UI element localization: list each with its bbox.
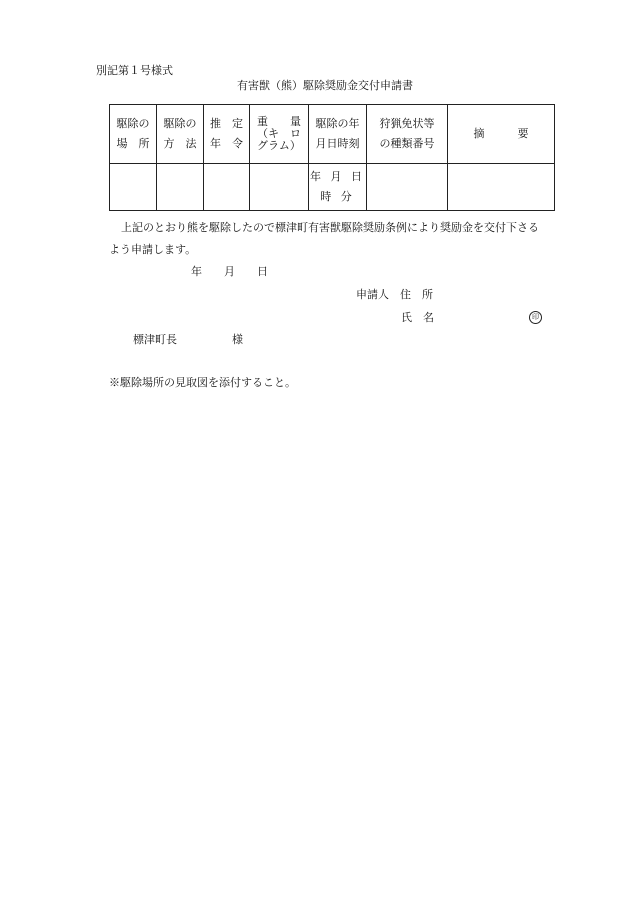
body-text-line1: 上記のとおり熊を駆除したので標津町有害獣駆除奨励条例により奨励金を交付下さる bbox=[121, 221, 539, 234]
application-table bbox=[109, 104, 555, 211]
header-method: 駆除の 方 法 bbox=[157, 105, 204, 164]
header-license: 狩猟免状等 の種類番号 bbox=[367, 105, 448, 164]
form-number: 別記第１号様式 bbox=[96, 64, 173, 77]
attachment-note: ※駆除場所の見取図を添付すること。 bbox=[109, 376, 296, 389]
document-title: 有害獣（熊）駆除奨励金交付申請書 bbox=[237, 79, 413, 92]
header-weight: 重 量 （キ ロ グラム） bbox=[250, 105, 309, 164]
date-line: 年 月 日 bbox=[191, 265, 268, 278]
license-cell[interactable] bbox=[367, 164, 448, 211]
header-remarks: 摘 要 bbox=[448, 105, 555, 164]
header-location: 駆除の 場 所 bbox=[110, 105, 157, 164]
age-cell[interactable] bbox=[204, 164, 250, 211]
addressee: 標津町長 様 bbox=[133, 333, 243, 346]
remarks-cell[interactable] bbox=[448, 164, 555, 211]
weight-cell[interactable] bbox=[250, 164, 309, 211]
body-text-line2: よう申請します。 bbox=[109, 243, 197, 256]
header-estimated-age: 推 定 年 令 bbox=[204, 105, 250, 164]
applicant-address-label: 申請人 住 所 bbox=[356, 288, 433, 301]
location-cell[interactable] bbox=[110, 164, 157, 211]
datetime-cell[interactable]: 年 月 日 時 分 bbox=[309, 164, 367, 211]
table-row bbox=[110, 164, 555, 211]
table-header-row bbox=[110, 105, 555, 164]
applicant-name-label: 氏 名 bbox=[401, 311, 434, 324]
method-cell[interactable] bbox=[157, 164, 204, 211]
header-datetime: 駆除の年 月日時刻 bbox=[309, 105, 367, 164]
seal-icon: 印 bbox=[529, 311, 542, 324]
